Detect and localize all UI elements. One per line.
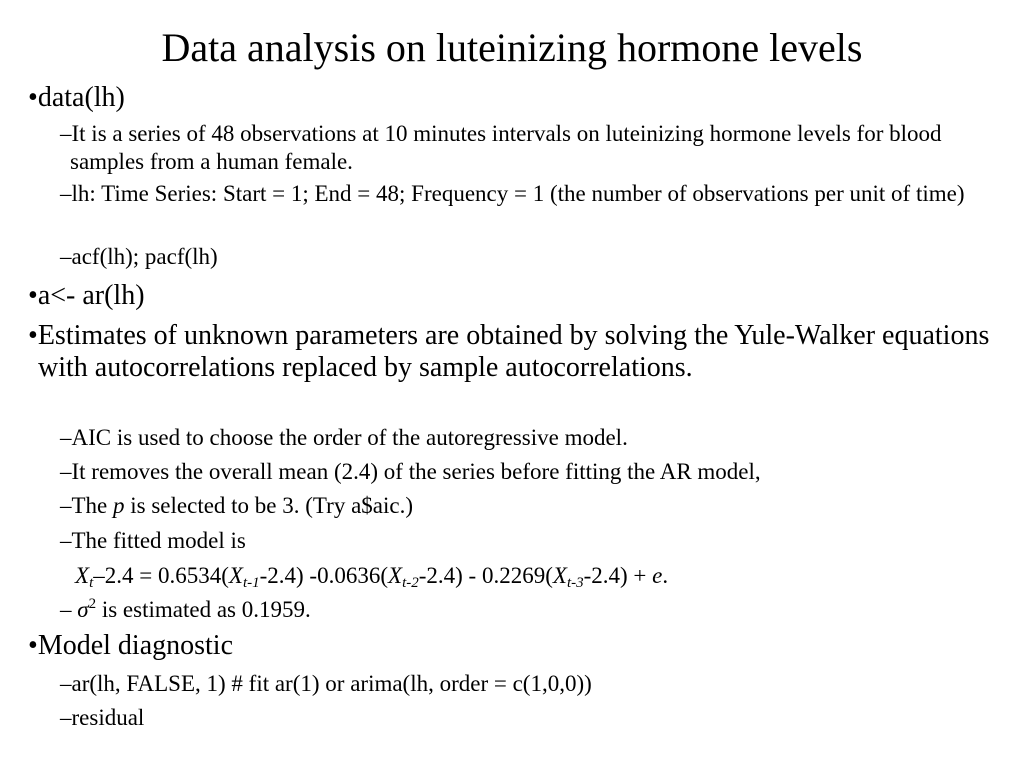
eq-end: . <box>662 563 669 588</box>
sub-bullet-text: It removes the overall mean (2.4) of the series before fitting the AR model, <box>71 459 761 484</box>
sub-bullet-residual <box>60 704 990 732</box>
eq-part: -2.4) + <box>583 563 653 588</box>
bullet-text: Model diagnostic <box>37 630 234 661</box>
dash-mark: – <box>60 705 72 730</box>
eq-x: X <box>228 563 243 588</box>
sub-bullet-text: residual <box>71 705 145 730</box>
sigma-symbol: σ <box>77 597 89 622</box>
sub-bullet-p-selected <box>60 492 990 520</box>
bullet-model-diagnostic <box>28 630 1008 662</box>
sub-bullet-text: lh: Time Series: Start = 1; End = 48; Frequency = 1 (the number of observations per unit of time) <box>71 181 965 206</box>
bullet-ar-call <box>28 280 1008 312</box>
dash-mark: – <box>60 459 72 484</box>
sub-bullet-acf-pacf <box>60 243 990 271</box>
eq-sub-t1: t-1 <box>242 575 260 591</box>
bullet-mark: • <box>28 280 38 311</box>
p-line-after: is selected to be 3. (Try a$aic.) <box>124 493 414 518</box>
p-variable: p <box>113 493 125 518</box>
eq-sub-t3: t-3 <box>566 575 584 591</box>
p-line-before: The <box>71 493 114 518</box>
sub-bullet-overall-mean <box>60 458 990 486</box>
bullet-text: data(lh) <box>37 82 125 113</box>
sub-bullet-sigma <box>60 596 990 624</box>
eq-part: –2.4 = 0.6534( <box>93 563 229 588</box>
sub-bullet-time-series <box>60 180 990 208</box>
sub-bullet-text: The fitted model is <box>71 528 246 553</box>
bullet-data-lh <box>28 82 1008 114</box>
dash-mark: – <box>60 181 72 206</box>
sub-bullet-text: It is a series of 48 observations at 10 minutes intervals on luteinizing hormone levels for blood samples from a human female. <box>70 121 942 174</box>
eq-x: X <box>75 563 90 588</box>
sub-bullet-text: ar(lh, FALSE, 1) # fit ar(1) or arima(lh, order = c(1,0,0)) <box>71 671 592 696</box>
bullet-text: a<- ar(lh) <box>37 280 145 311</box>
fitted-model-equation <box>75 562 995 590</box>
bullet-text: Estimates of unknown parameters are obtained by solving the Yule-Walker equations with autocorrelations replaced by sample autocorrelations. <box>37 320 990 383</box>
dash-mark: – <box>60 597 72 622</box>
dash-mark: – <box>60 244 72 269</box>
sub-bullet-ar-fit <box>60 670 990 698</box>
eq-sub-t: t <box>89 575 94 591</box>
bullet-mark: • <box>28 320 38 351</box>
dash-mark: – <box>60 528 72 553</box>
dash-mark: – <box>60 121 72 146</box>
eq-part: -2.4) - 0.2269( <box>418 563 553 588</box>
eq-error-term: e <box>652 563 663 588</box>
sub-bullet-text: acf(lh); pacf(lh) <box>71 244 218 269</box>
bullet-mark: • <box>28 630 38 661</box>
eq-sub-t2: t-2 <box>402 575 419 591</box>
sigma-power: 2 <box>88 596 97 612</box>
dash-mark: – <box>60 671 72 696</box>
sub-bullet-text: AIC is used to choose the order of the autoregressive model. <box>71 425 628 450</box>
dash-mark: – <box>60 425 72 450</box>
dash-mark: – <box>60 493 72 518</box>
slide-title: Data analysis on luteinizing hormone levels <box>161 25 863 70</box>
sigma-text: is estimated as 0.1959. <box>96 597 311 622</box>
eq-x: X <box>388 563 403 588</box>
sub-bullet-series-description <box>60 120 990 176</box>
eq-part: -2.4) -0.0636( <box>259 563 388 588</box>
sub-bullet-fitted-model <box>60 527 990 555</box>
sub-bullet-aic <box>60 424 990 452</box>
eq-x: X <box>552 563 567 588</box>
bullet-mark: • <box>28 82 38 113</box>
bullet-estimates <box>28 320 1008 384</box>
